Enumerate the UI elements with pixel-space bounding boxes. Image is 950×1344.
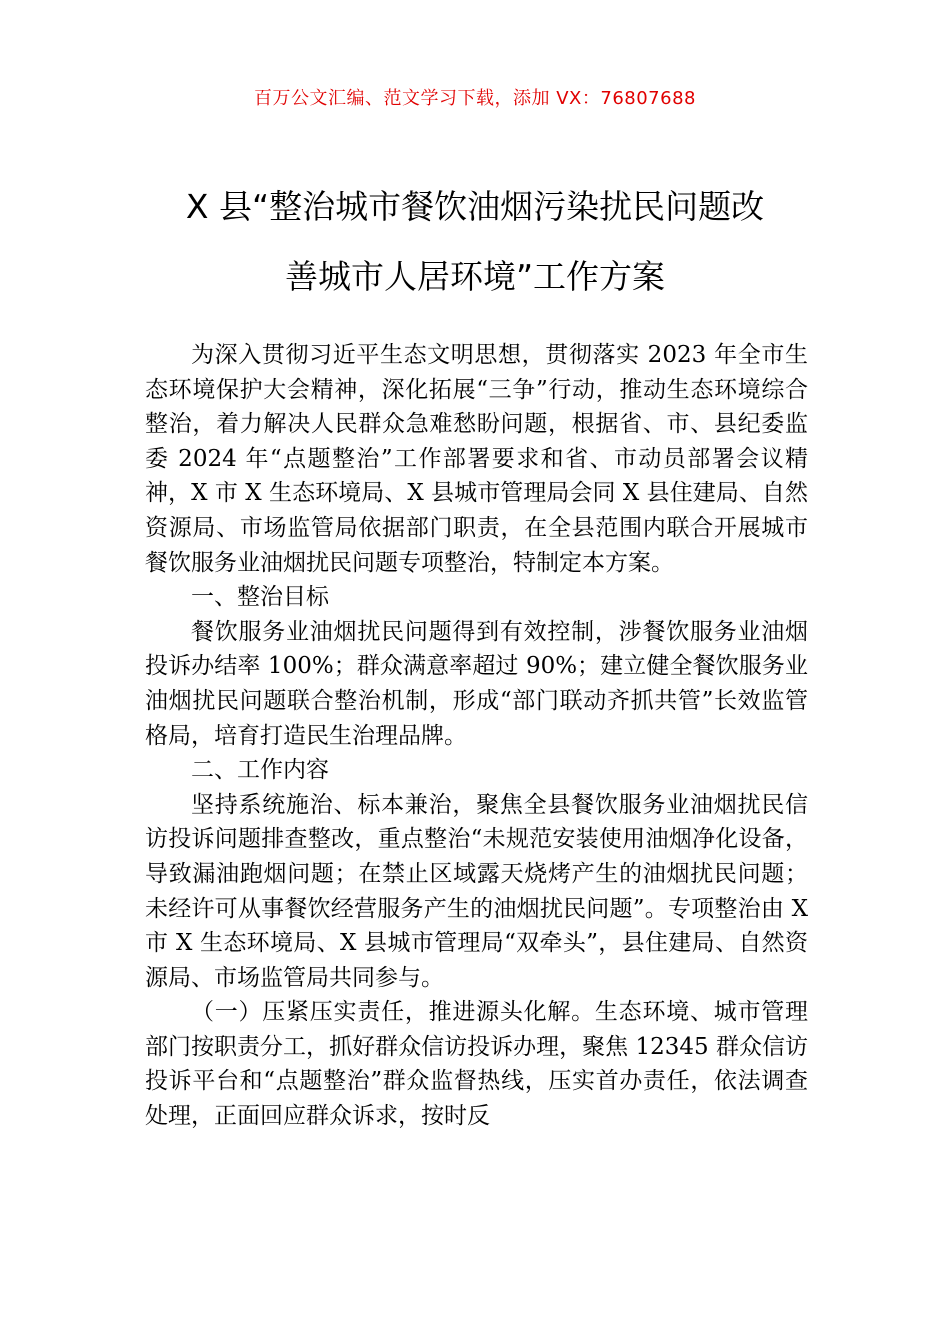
title-line-1: X 县“整治城市餐饮油烟污染扰民问题改 xyxy=(185,187,765,226)
responsibility-paragraph: （一）压紧压实责任，推进源头化解。生态环境、城市管理部门按职责分工，抓好群众信访投诉办理，聚焦 12345 群众信访投诉平台和“点题整治”群众监督热线，压实首办责任，依法调查处理，正面回应群众诉求，按时反 xyxy=(145,999,808,1130)
document-body xyxy=(145,338,808,1134)
content-paragraph: 坚持系统施治、标本兼治，聚焦全县餐饮服务业油烟扰民信访投诉问题排查整改，重点整治“未规范安装使用油烟净化设备，导致漏油跑烟问题；在禁止区域露天烧烤产生的油烟扰民问题；未经许可从事餐饮经营服务产生的油烟扰民问题”。专项整治由 X 市 X 生态环境局、X 县城市管理局“双牵头”，县住建局、自然资源局、市场监管局共同参与。 xyxy=(145,791,808,991)
section-heading-content: 二、工作内容 xyxy=(191,757,329,784)
section-heading-goals: 一、整治目标 xyxy=(191,584,329,611)
goals-paragraph: 餐饮服务业油烟扰民问题得到有效控制，涉餐饮服务业油烟投诉办结率 100%；群众满意率超过 90%；建立健全餐饮服务业油烟扰民问题联合整治机制，形成“部门联动齐抓共管”长效监管格局，培育打造民生治理品牌。 xyxy=(145,618,808,749)
header-note: 百万公文汇编、范文学习下载，添加 VX：76807688 xyxy=(254,88,696,109)
document-title xyxy=(130,172,820,312)
title-line-2: 善城市人居环境”工作方案 xyxy=(284,257,666,296)
intro-paragraph: 为深入贯彻习近平生态文明思想，贯彻落实 2023 年全市生态环境保护大会精神，深化拓展“三争”行动，推动生态环境综合整治，着力解决人民群众急难愁盼问题，根据省、市、县纪委监委 2024 年“点题整治”工作部署要求和省、市动员部署会议精神，X 市 X 生态环境局、X 县城市管理局会同 X 县住建局、自然资源局、市场监管局依据部门职责，在全县范围内联合开展城市餐饮服务业油烟扰民问题专项整治，特制定本方案。 xyxy=(145,342,808,576)
